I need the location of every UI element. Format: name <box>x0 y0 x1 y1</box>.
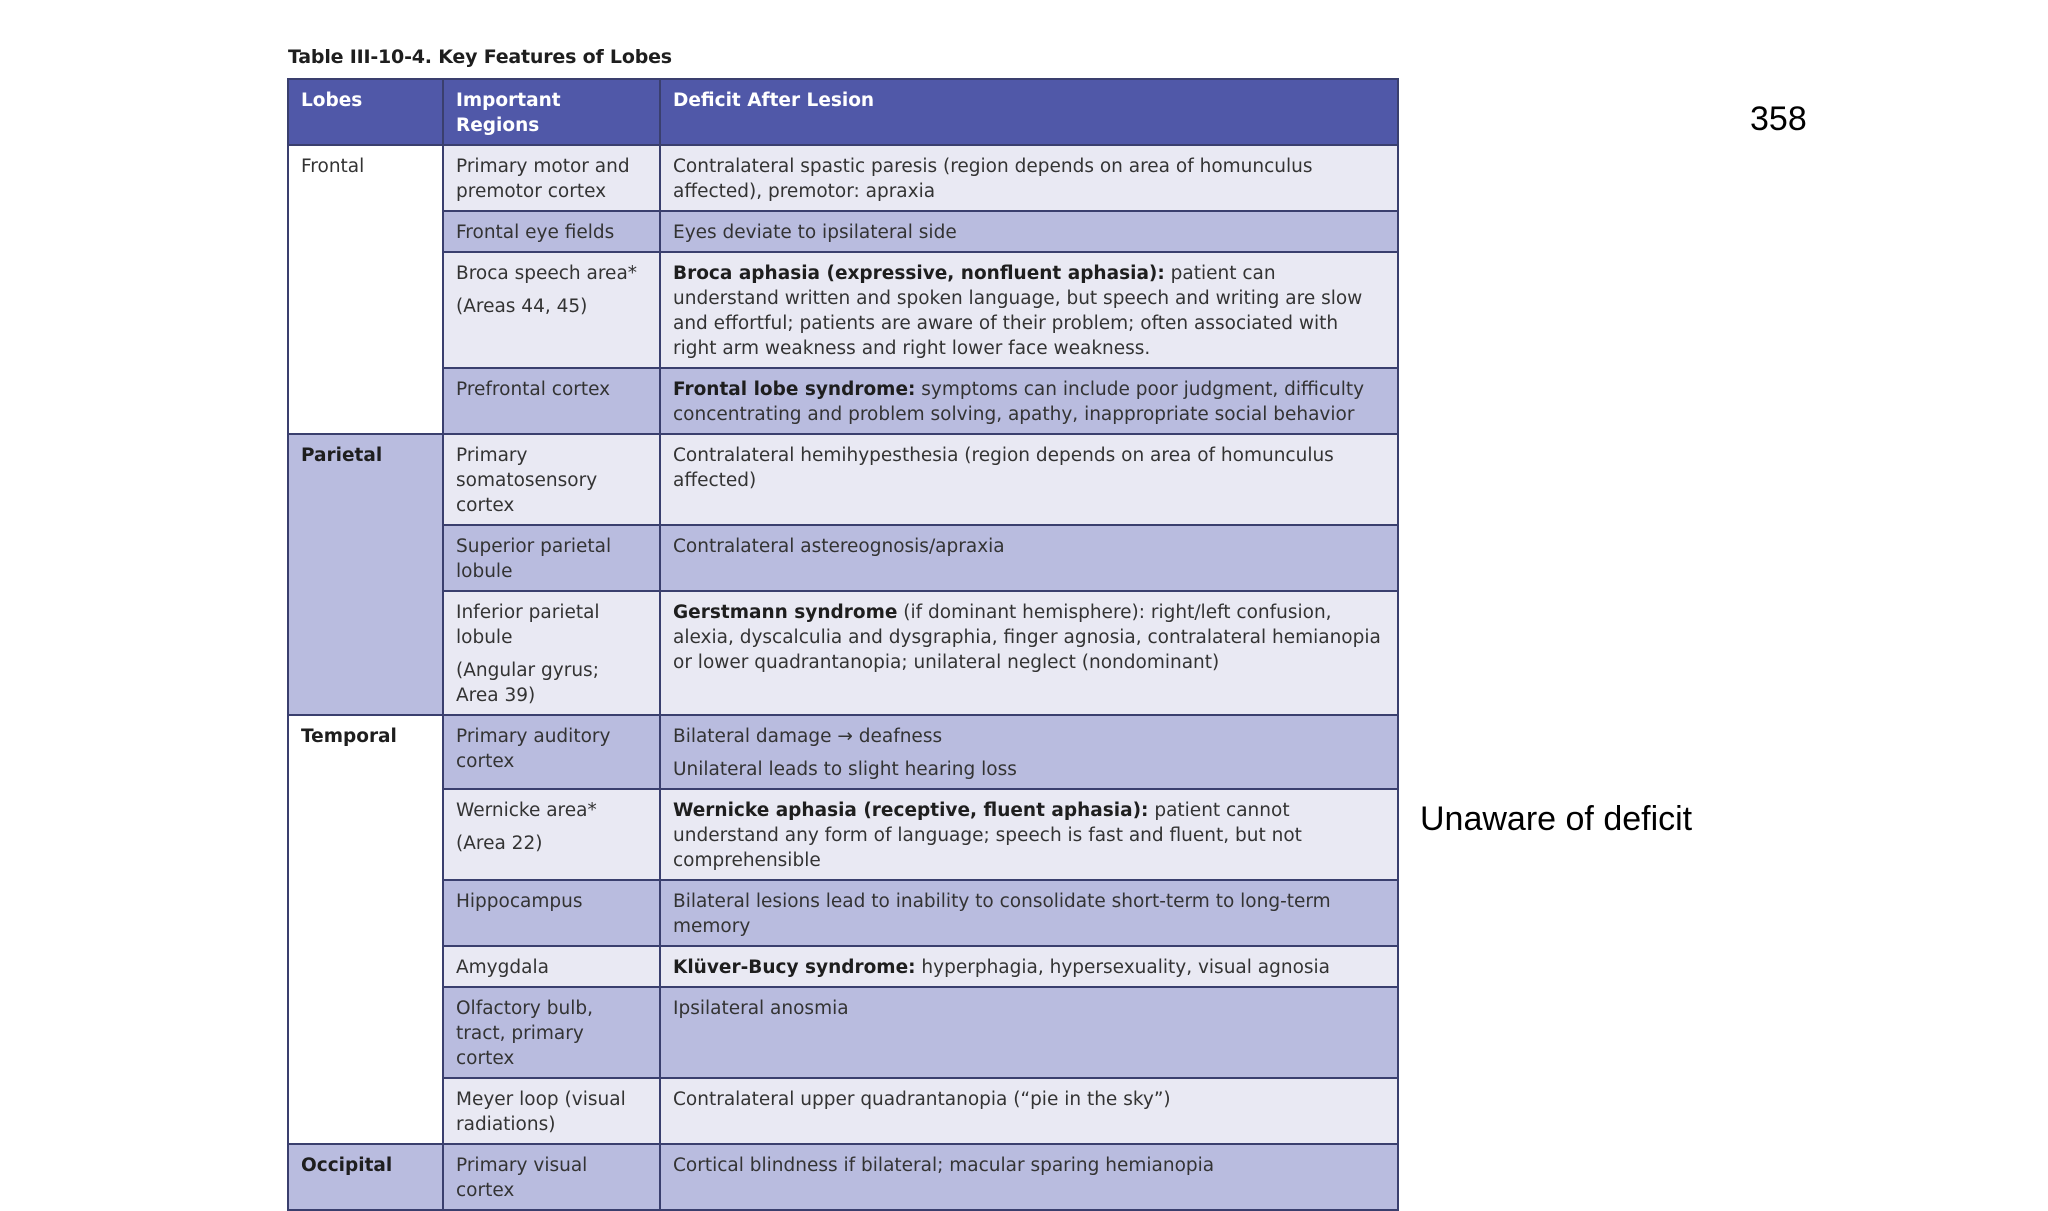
table-row <box>288 1078 1398 1144</box>
table-row <box>288 145 1398 211</box>
region-cell: Olfactory bulb, tract, primary cortex <box>443 987 660 1078</box>
lobe-occipital: Occipital <box>288 1144 443 1210</box>
deficit-text: patient can understand written and spoken language, but speech and writing are slow and effortful; patients are aware of their problem; often associated with right arm weakness and right lower face weakness. <box>673 263 1363 359</box>
deficit-text: hyperphagia, hypersexuality, visual agnosia <box>915 957 1331 978</box>
region-subtext: (Area 22) <box>456 833 543 854</box>
region-cell: Primary visual cortex <box>443 1144 660 1210</box>
region-text: Inferior parietal lobule <box>456 602 600 648</box>
deficit-subtext: Unilateral leads to slight hearing loss <box>673 759 1017 780</box>
header-deficit-after-lesion: Deficit After Lesion <box>660 79 1398 145</box>
region-subtext: (Angular gyrus; Area 39) <box>456 660 599 706</box>
table-row <box>288 1144 1398 1210</box>
deficit-cell <box>660 368 1398 434</box>
region-cell: Primary auditory cortex <box>443 715 660 789</box>
deficit-cell <box>660 591 1398 715</box>
table-row <box>288 252 1398 368</box>
deficit-text: patient cannot understand any form of language; speech is fast and fluent, but not comprehensible <box>673 800 1302 871</box>
deficit-cell: Bilateral lesions lead to inability to consolidate short-term to long-term memory <box>660 880 1398 946</box>
deficit-bold-text: Frontal lobe syndrome: <box>673 379 916 400</box>
deficit-cell <box>660 789 1398 880</box>
table-row <box>288 987 1398 1078</box>
region-cell: Primary motor and premotor cortex <box>443 145 660 211</box>
table-row <box>288 880 1398 946</box>
region-cell <box>443 789 660 880</box>
slide-note: Unaware of deficit <box>1420 800 1693 838</box>
table-row <box>288 434 1398 525</box>
region-cell <box>443 591 660 715</box>
region-cell <box>443 252 660 368</box>
region-cell: Prefrontal cortex <box>443 368 660 434</box>
table-row <box>288 368 1398 434</box>
region-cell: Meyer loop (visual radiations) <box>443 1078 660 1144</box>
deficit-cell: Cortical blindness if bilateral; macular sparing hemianopia <box>660 1144 1398 1210</box>
table-row <box>288 946 1398 987</box>
deficit-cell <box>660 946 1398 987</box>
deficit-cell: Contralateral hemihypesthesia (region depends on area of homunculus affected) <box>660 434 1398 525</box>
deficit-bold-text: Gerstmann syndrome <box>673 602 898 623</box>
header-important-regions: Important Regions <box>443 79 660 145</box>
deficit-bold-text: Wernicke aphasia (receptive, fluent aphasia): <box>673 800 1149 821</box>
deficit-text: Bilateral damage → deafness <box>673 726 943 747</box>
deficit-bold-text: Broca aphasia (expressive, nonfluent aphasia): <box>673 263 1165 284</box>
table-row <box>288 715 1398 789</box>
table-row <box>288 789 1398 880</box>
page-number: 358 <box>1750 100 1807 138</box>
lobe-temporal: Temporal <box>288 715 443 1144</box>
deficit-text: (if dominant hemisphere): right/left confusion, alexia, dyscalculia and dysgraphia, finger agnosia, contralateral hemianopia or lower quadrantanopia; unilateral neglect (nondominant) <box>673 602 1381 673</box>
deficit-cell: Contralateral upper quadrantanopia (“pie in the sky”) <box>660 1078 1398 1144</box>
header-lobes: Lobes <box>288 79 443 145</box>
lobe-parietal: Parietal <box>288 434 443 715</box>
region-subtext: (Areas 44, 45) <box>456 296 588 317</box>
deficit-cell: Contralateral astereognosis/apraxia <box>660 525 1398 591</box>
region-cell: Primary somatosensory cortex <box>443 434 660 525</box>
lobes-table <box>287 78 1399 1211</box>
table-row <box>288 591 1398 715</box>
deficit-cell <box>660 252 1398 368</box>
deficit-cell: Eyes deviate to ipsilateral side <box>660 211 1398 252</box>
deficit-bold-text: Klüver-Bucy syndrome: <box>673 957 916 978</box>
region-cell: Superior parietal lobule <box>443 525 660 591</box>
table-row <box>288 211 1398 252</box>
region-text: Wernicke area* <box>456 800 597 821</box>
deficit-cell <box>660 715 1398 789</box>
region-text: Broca speech area* <box>456 263 638 284</box>
region-cell: Amygdala <box>443 946 660 987</box>
table-header-row <box>288 79 1398 145</box>
table-row <box>288 525 1398 591</box>
lobe-frontal: Frontal <box>288 145 443 434</box>
deficit-cell: Ipsilateral anosmia <box>660 987 1398 1078</box>
region-cell: Hippocampus <box>443 880 660 946</box>
region-cell: Frontal eye fields <box>443 211 660 252</box>
table-title: Table III-10-4. Key Features of Lobes <box>288 46 672 68</box>
deficit-cell: Contralateral spastic paresis (region depends on area of homunculus affected), premotor: apraxia <box>660 145 1398 211</box>
deficit-text: symptoms can include poor judgment, difficulty concentrating and problem solving, apathy, inappropriate social behavior <box>673 379 1365 425</box>
